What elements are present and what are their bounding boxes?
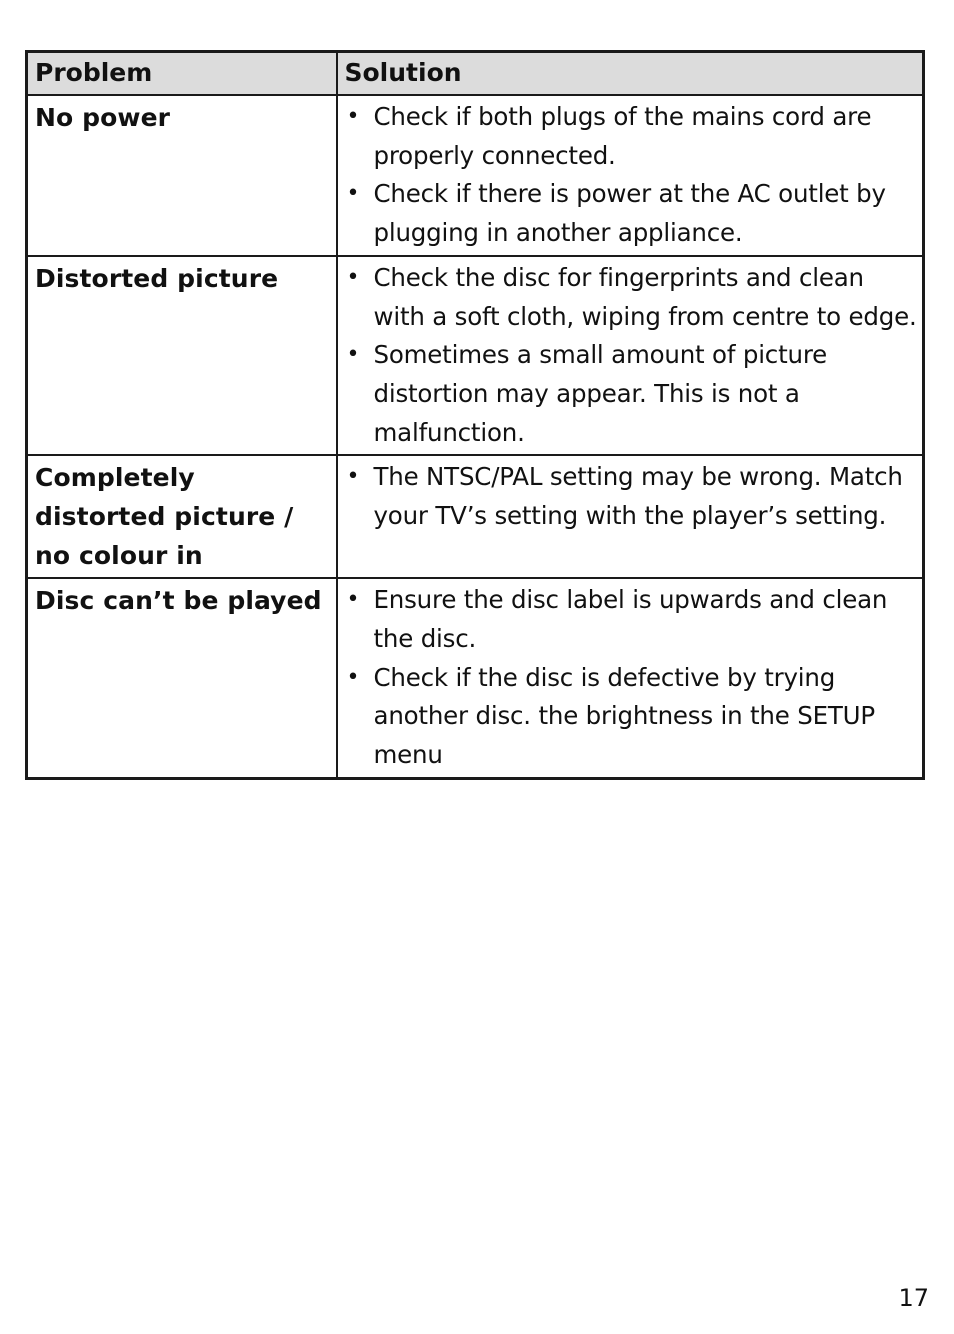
list-item: [344, 259, 919, 336]
problem-completely-distorted: Completely distorted picture / no colour in: [27, 455, 337, 578]
bullet-icon: •: [346, 104, 360, 129]
bullet-icon: •: [346, 464, 360, 490]
list-item: [344, 659, 919, 775]
problem-disc-cant-be-played: Disc can’t be played: [27, 578, 337, 778]
solution-text: Sometimes a small amount of picture distortion may appear. This is not a malfunction.: [373, 340, 828, 447]
bullet-icon: •: [346, 342, 360, 368]
bullet-icon: •: [346, 664, 360, 690]
list-item: [344, 581, 919, 658]
list-item: [344, 98, 919, 175]
solution-cell: [337, 256, 924, 456]
solution-text: Check if both plugs of the mains cord are properly connected.: [373, 102, 872, 170]
solution-text: Check if the disc is defective by trying another disc. the brightness in the SETUP menu: [373, 662, 875, 770]
problem-no-power: No power: [27, 95, 337, 256]
solution-text: Check if there is power at the AC outlet by plugging in another appliance.: [373, 179, 886, 248]
list-item: [344, 336, 919, 452]
bullet-icon: •: [346, 181, 360, 207]
list-item: [344, 458, 919, 535]
table-row: [27, 455, 924, 578]
solution-cell: [337, 95, 924, 256]
solution-list: [344, 259, 919, 453]
solution-cell: [337, 578, 924, 778]
header-solution: Solution: [337, 52, 924, 96]
bullet-icon: •: [346, 587, 360, 613]
table-header-row: [27, 52, 924, 96]
table-row: [27, 256, 924, 456]
solution-list: [344, 98, 919, 253]
problem-distorted-picture: Distorted picture: [27, 256, 337, 456]
troubleshooting-table: [25, 50, 925, 780]
solution-text: The NTSC/PAL setting may be wrong. Match your TV’s setting with the player’s setting.: [373, 462, 903, 531]
bullet-icon: •: [346, 264, 360, 290]
solution-text: Check the disc for fingerprints and clean with a soft cloth, wiping from centre to edge.: [373, 262, 917, 331]
solution-list: [344, 581, 919, 775]
solution-text: Ensure the disc label is upwards and clean the disc.: [373, 585, 888, 654]
table-row: [27, 95, 924, 256]
table-row: [27, 578, 924, 778]
list-item: [344, 175, 919, 252]
solution-list: [344, 458, 919, 535]
page-number: 17: [898, 1284, 929, 1312]
header-problem: Problem: [27, 52, 337, 96]
solution-cell: [337, 455, 924, 578]
